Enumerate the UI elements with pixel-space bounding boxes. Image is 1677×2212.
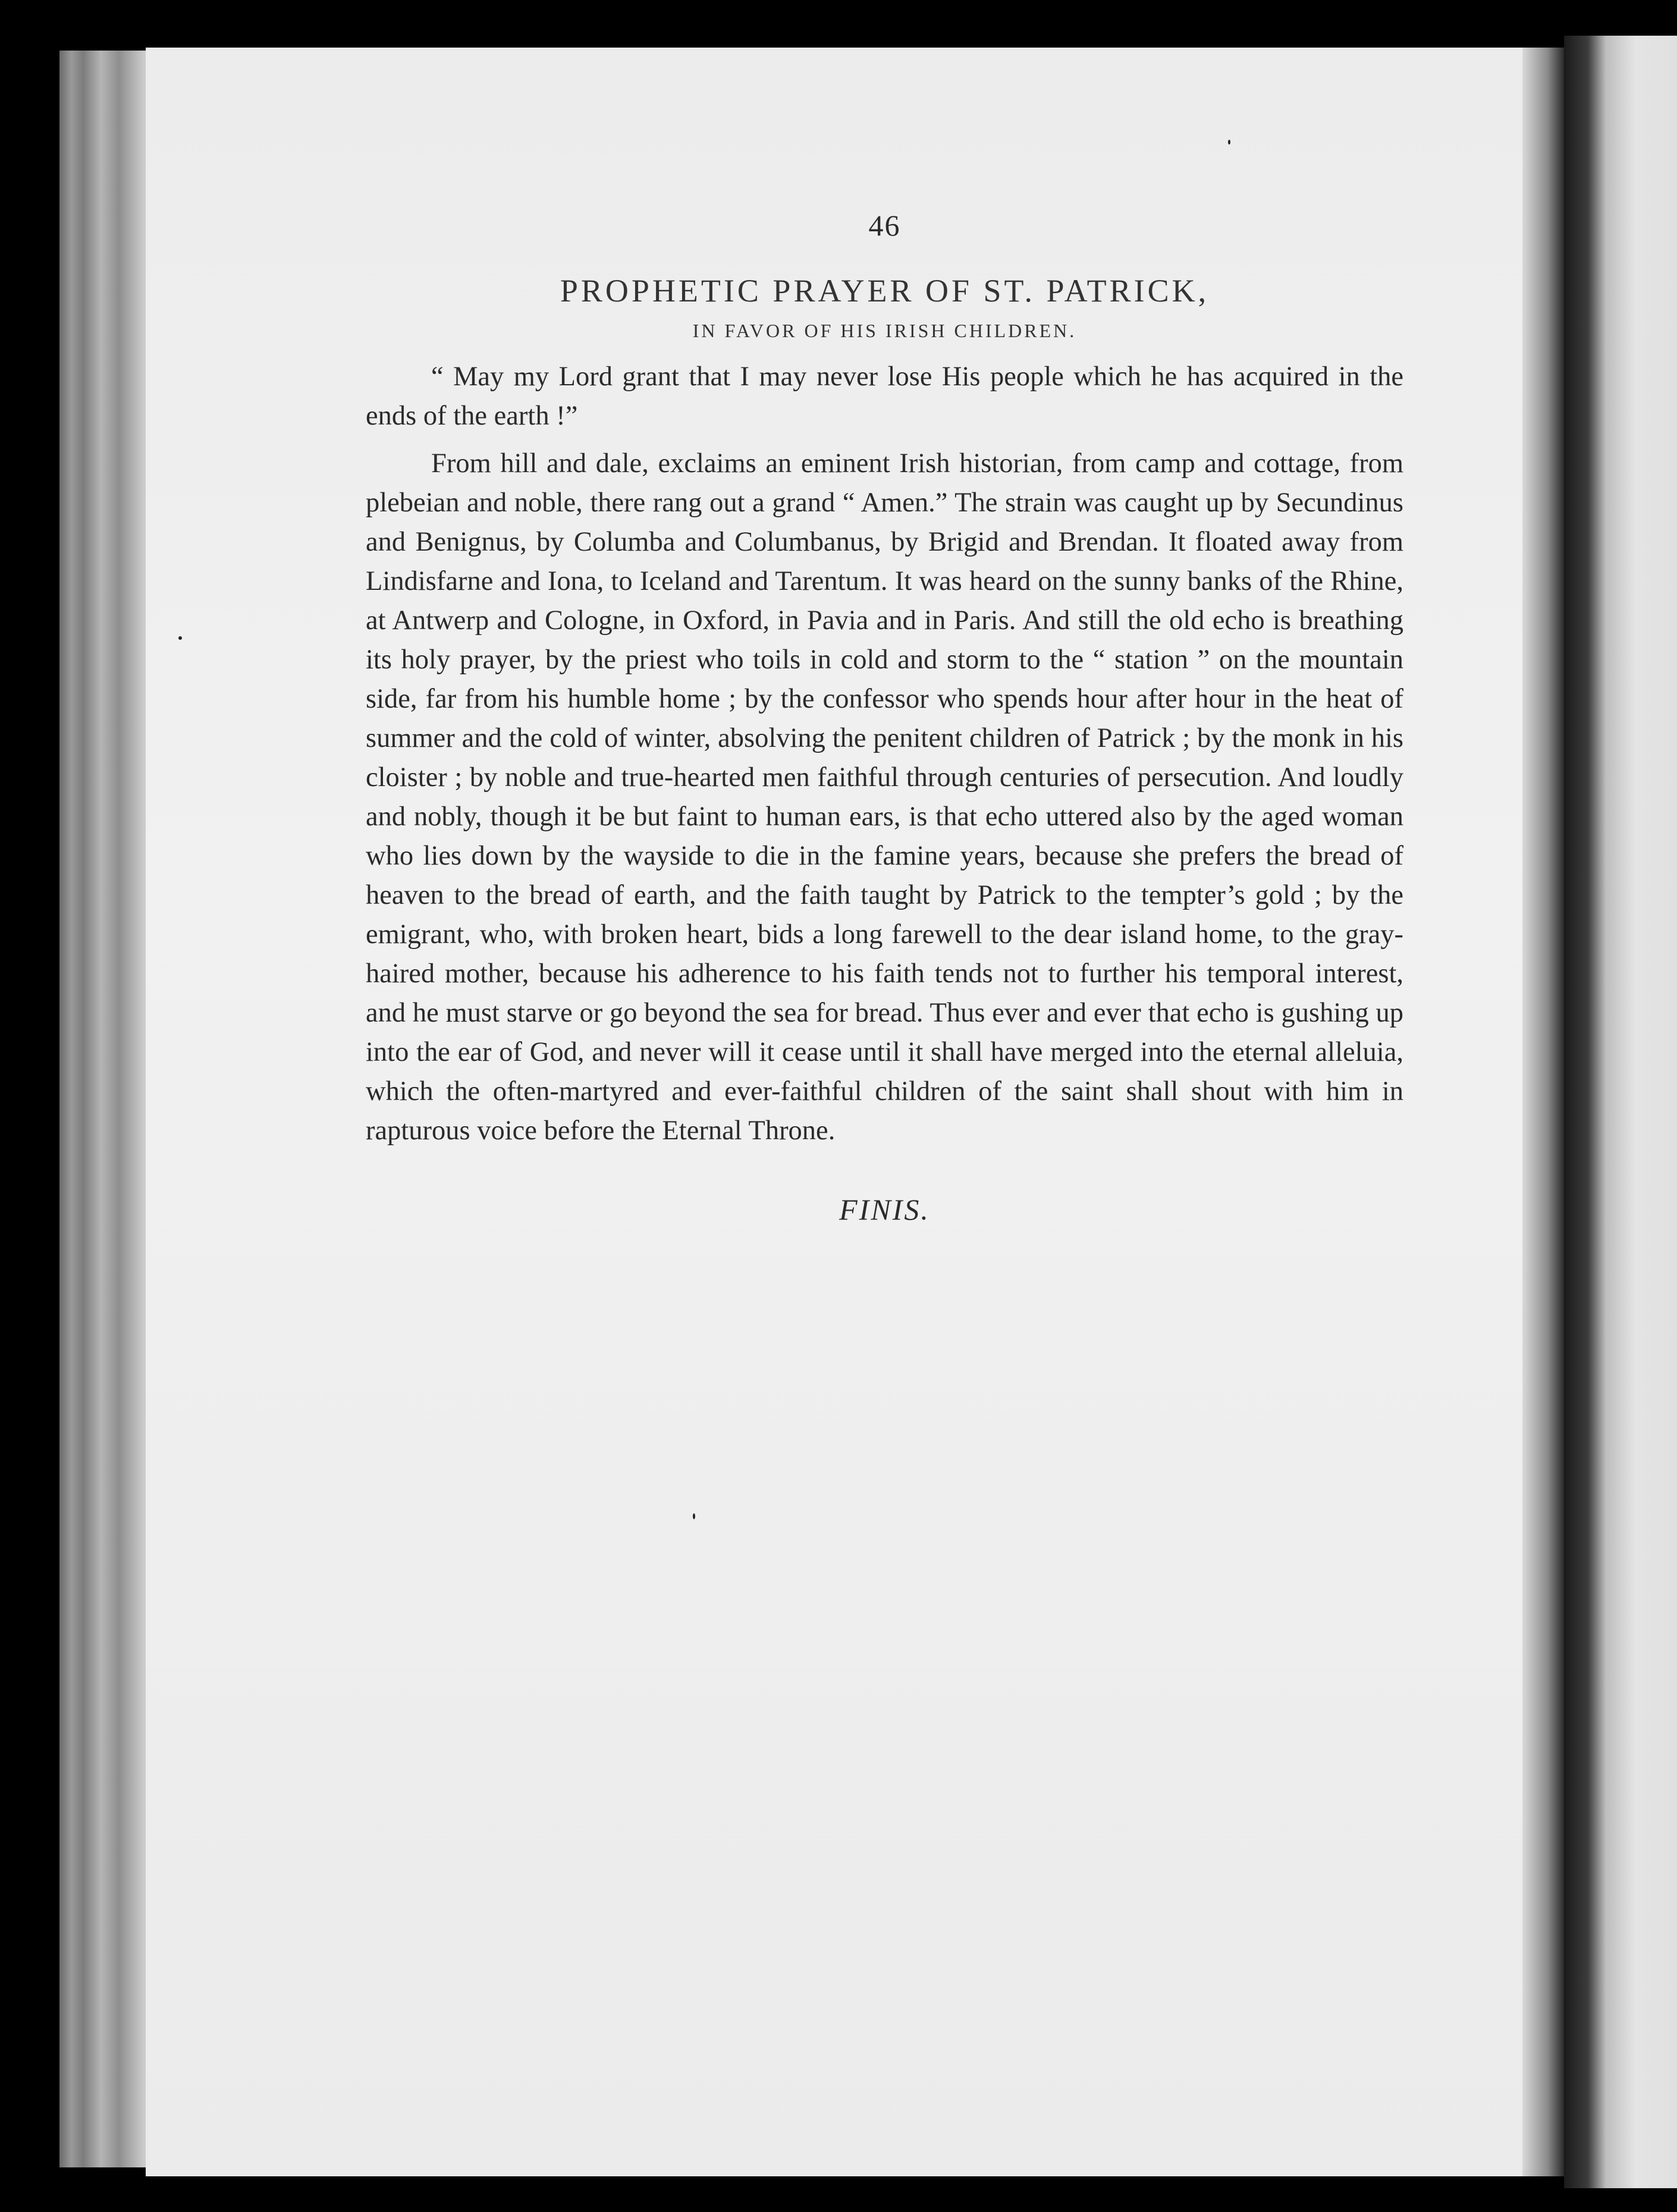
page-title: PROPHETIC PRAYER OF ST. PATRICK,: [560, 273, 1210, 309]
scan-speck: [693, 1513, 695, 1519]
page-number: 46: [868, 209, 901, 242]
scan-speck: [178, 636, 182, 640]
gutter-shadow: [1522, 48, 1564, 2176]
text-block: [366, 208, 1403, 1227]
facing-page-strip: [1564, 36, 1677, 2188]
quote-paragraph: “ May my Lord grant that I may never lose His people which he has acquired in the ends of the earth !”: [366, 362, 1403, 431]
body-paragraph: From hill and dale, exclaims an eminent Irish historian, from camp and cottage, from plebeian and noble, there rang out a grand “ Amen.” The strain was caught up by Secundinus and Benignus, by Columba and Columbanus, by Brigid and Brendan. It floated away from Lindisfarne and Iona, to Iceland and Tarentum. It was heard on the sunny banks of the Rhine, at Antwerp and Cologne, in Oxford, in Pavia and in Paris. And still the old echo is breathing its holy prayer, by the priest who toils in cold and storm to the “ station ” on the mountain side, far from his humble home ; by the confessor who spends hour after hour in the heat of summer and the cold of winter, absolving the penitent children of Patrick ; by the monk in his cloister ; by noble and true-hearted men faithful through centuries of persecution. And loudly and nobly, though it be but faint to human ears, is that echo uttered also by the aged woman who lies down by the wayside to die in the famine years, because she prefers the bread of heaven to the bread of earth, and the faith taught by Patrick to the tempter’s gold ; by the emigrant, who, with broken heart, bids a long farewell to the dear island home, to the gray-haired mother, because his adherence to his faith tends not to further his temporal interest, and he must starve or go beyond the sea for bread. Thus ever and ever that echo is gushing up into the ear of God, and never will it cease until it shall have merged into the eternal alleluia, which the often-martyred and ever-faithful children of the saint shall shout with him in rapturous voice before the Eternal Throne.: [366, 448, 1403, 1146]
page-edges: [59, 51, 155, 2167]
closing-finis: FINIS.: [839, 1193, 930, 1226]
scan-speck: [1228, 140, 1230, 144]
page-subtitle: IN FAVOR OF HIS IRISH CHILDREN.: [692, 320, 1077, 341]
